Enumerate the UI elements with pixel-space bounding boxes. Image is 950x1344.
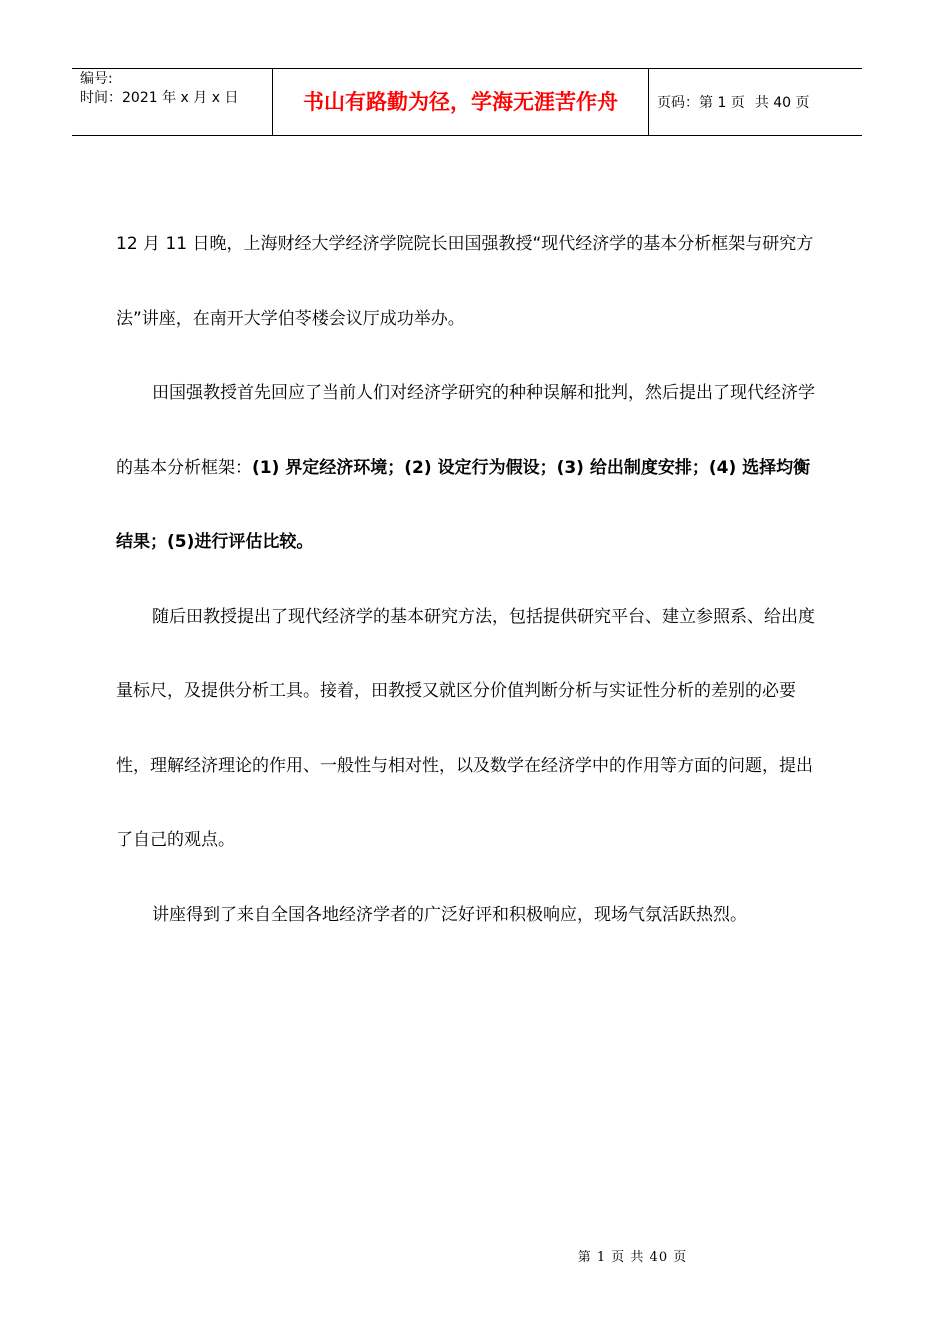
paragraph-2-framework: (1) 界定经济环境；(2) 设定行为假设；(3) 给出制度安排；(4) 选择均衡结果；(5)进行评估比较。 [116,457,811,552]
paragraph-4: 讲座得到了来自全国各地经济学者的广泛好评和积极响应，现场气氛活跃热烈。 [152,904,747,925]
header-info-cell [72,69,273,135]
header-table [72,68,862,136]
page-footer: 第 1 页 共 40 页 [577,1250,688,1265]
header-total-label: 共 40 页 [754,95,810,111]
document-number-label: 编号: [80,71,113,87]
paragraph-1: 12 月 11 日晚，上海财经大学经济学院院长田国强教授“现代经济学的基本分析框架与研究方法”讲座，在南开大学伯苓楼会议厅成功举办。 [116,234,814,329]
header-page-label: 页码：第 1 页 [657,95,745,111]
header-page-cell [649,69,862,135]
document-time-label: 时间：2021 年 x 月 x 日 [80,90,239,106]
paragraph-3: 随后田教授提出了现代经济学的基本研究方法，包括提供研究平台、建立参照系、给出度量标尺，及提供分析工具。接着，田教授又就区分价值判断分析与实证性分析的差别的必要性，理解经济理论的作用、一般性与相对性，以及数学在经济学中的作用等方面的问题，提出了自己的观点。 [116,606,815,850]
article-body [116,207,826,952]
paragraph-2-lead: 田国强教授首先回应了当前人们对经济学研究的种种误解和批判，然后提出了现代经济学的基本分析框架： [116,383,815,478]
header-motto: 书山有路勤为径，学海无涯苦作舟 [273,69,649,135]
paragraph-2 [116,356,826,580]
